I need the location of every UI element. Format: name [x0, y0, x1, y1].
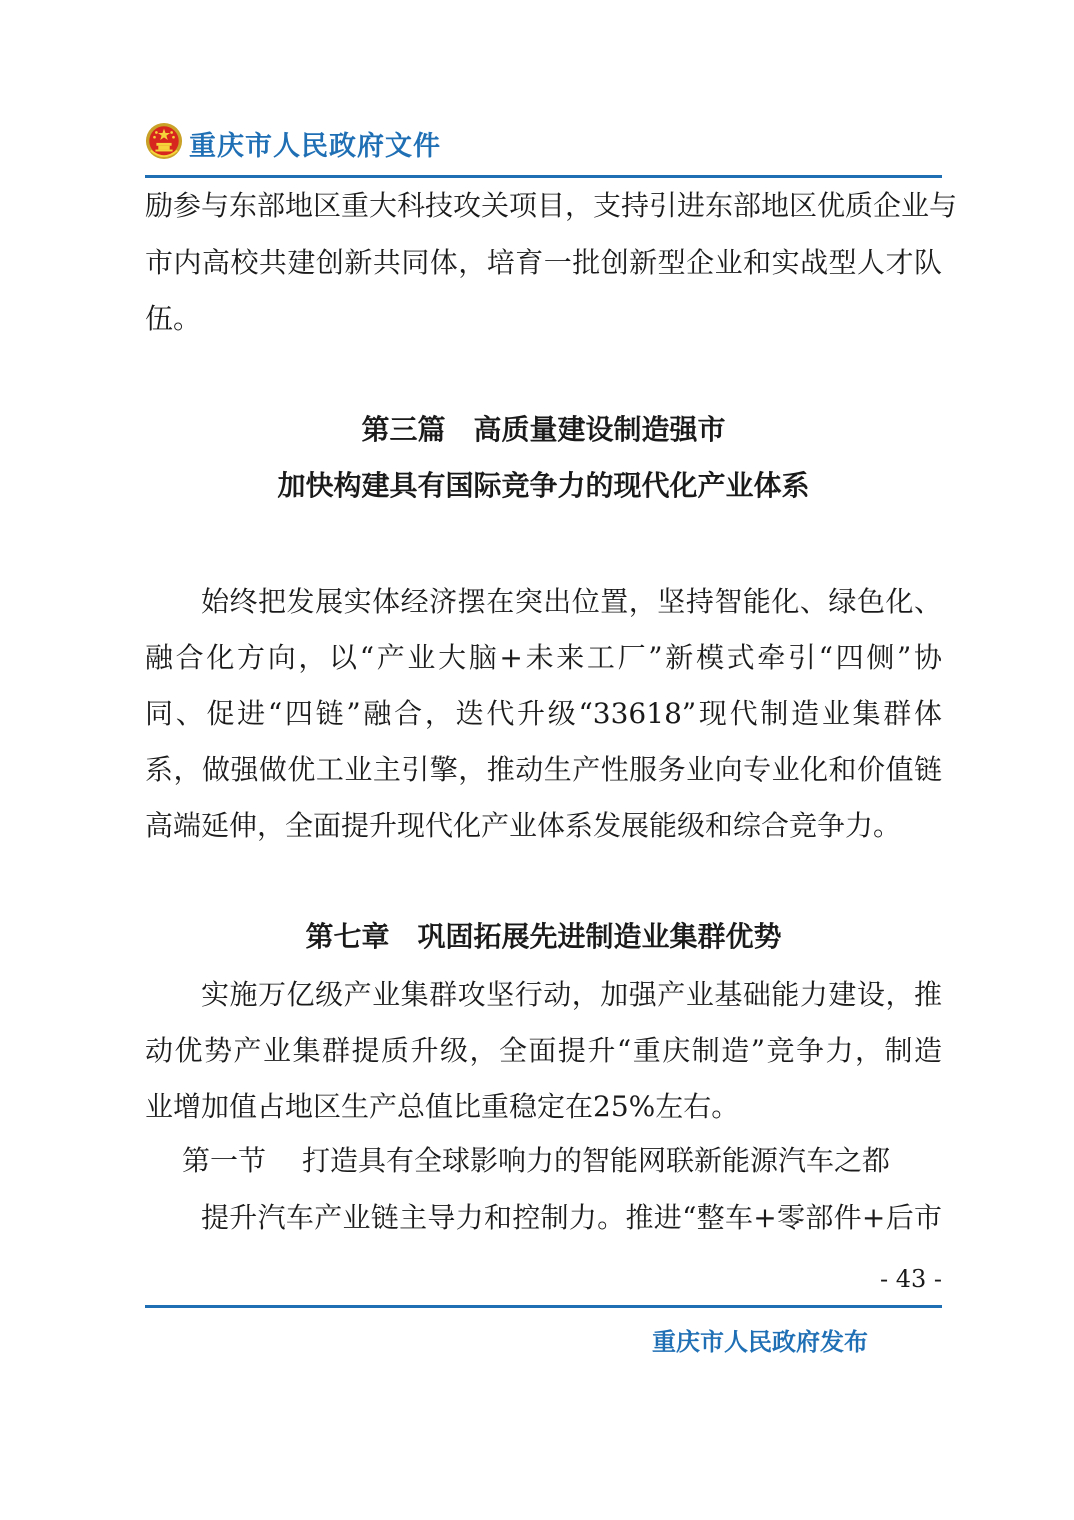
paragraph-line: 业增加值占地区生产总值比重稳定在25%左右。	[145, 1090, 740, 1123]
paragraph-line: 高端延伸，全面提升现代化产业体系发展能级和综合竞争力。	[145, 809, 902, 842]
section-heading	[182, 1141, 890, 1181]
header-divider	[145, 175, 942, 178]
footer-publisher: 重庆市人民政府发布	[652, 1327, 868, 1356]
footer-divider	[145, 1305, 942, 1308]
paragraph-line: 动优势产业集群提质升级，全面提升“重庆制造”竞争力，制造	[145, 1034, 942, 1067]
section-title: 打造具有全球影响力的智能网联新能源汽车之都	[302, 1144, 891, 1177]
paragraph-line: 系，做强做优工业主引擎，推动生产性服务业向专业化和价值链	[145, 753, 942, 786]
paragraph-line: 融合化方向，以“产业大脑+未来工厂”新模式牵引“四侧”协	[145, 641, 942, 674]
paragraph-line: 提升汽车产业链主导力和控制力。推进“整车+零部件+后市	[201, 1201, 942, 1234]
intro-line: 励参与东部地区重大科技攻关项目，支持引进东部地区优质企业与	[145, 189, 958, 222]
intro-line: 市内高校共建创新共同体，培育一批创新型企业和实战型人才队	[145, 246, 942, 279]
page-number: - 43 -	[879, 1265, 942, 1293]
document-header	[145, 118, 942, 180]
section-label: 第一节	[182, 1144, 267, 1177]
chapter-heading: 第七章 巩固拓展先进制造业集群优势	[305, 920, 782, 953]
part-subheading: 加快构建具有国际竞争力的现代化产业体系	[277, 469, 810, 502]
paragraph-line: 始终把发展实体经济摆在突出位置，坚持智能化、绿色化、	[201, 585, 942, 618]
national-emblem-icon	[145, 122, 183, 160]
part-heading: 第三篇 高质量建设制造强市	[361, 413, 726, 446]
paragraph-line: 同、促进“四链”融合，迭代升级“33618”现代制造业集群体	[145, 697, 942, 730]
intro-line: 伍。	[145, 302, 202, 335]
header-title: 重庆市人民政府文件	[189, 131, 441, 162]
paragraph-line: 实施万亿级产业集群攻坚行动，加强产业基础能力建设，推	[201, 978, 942, 1011]
